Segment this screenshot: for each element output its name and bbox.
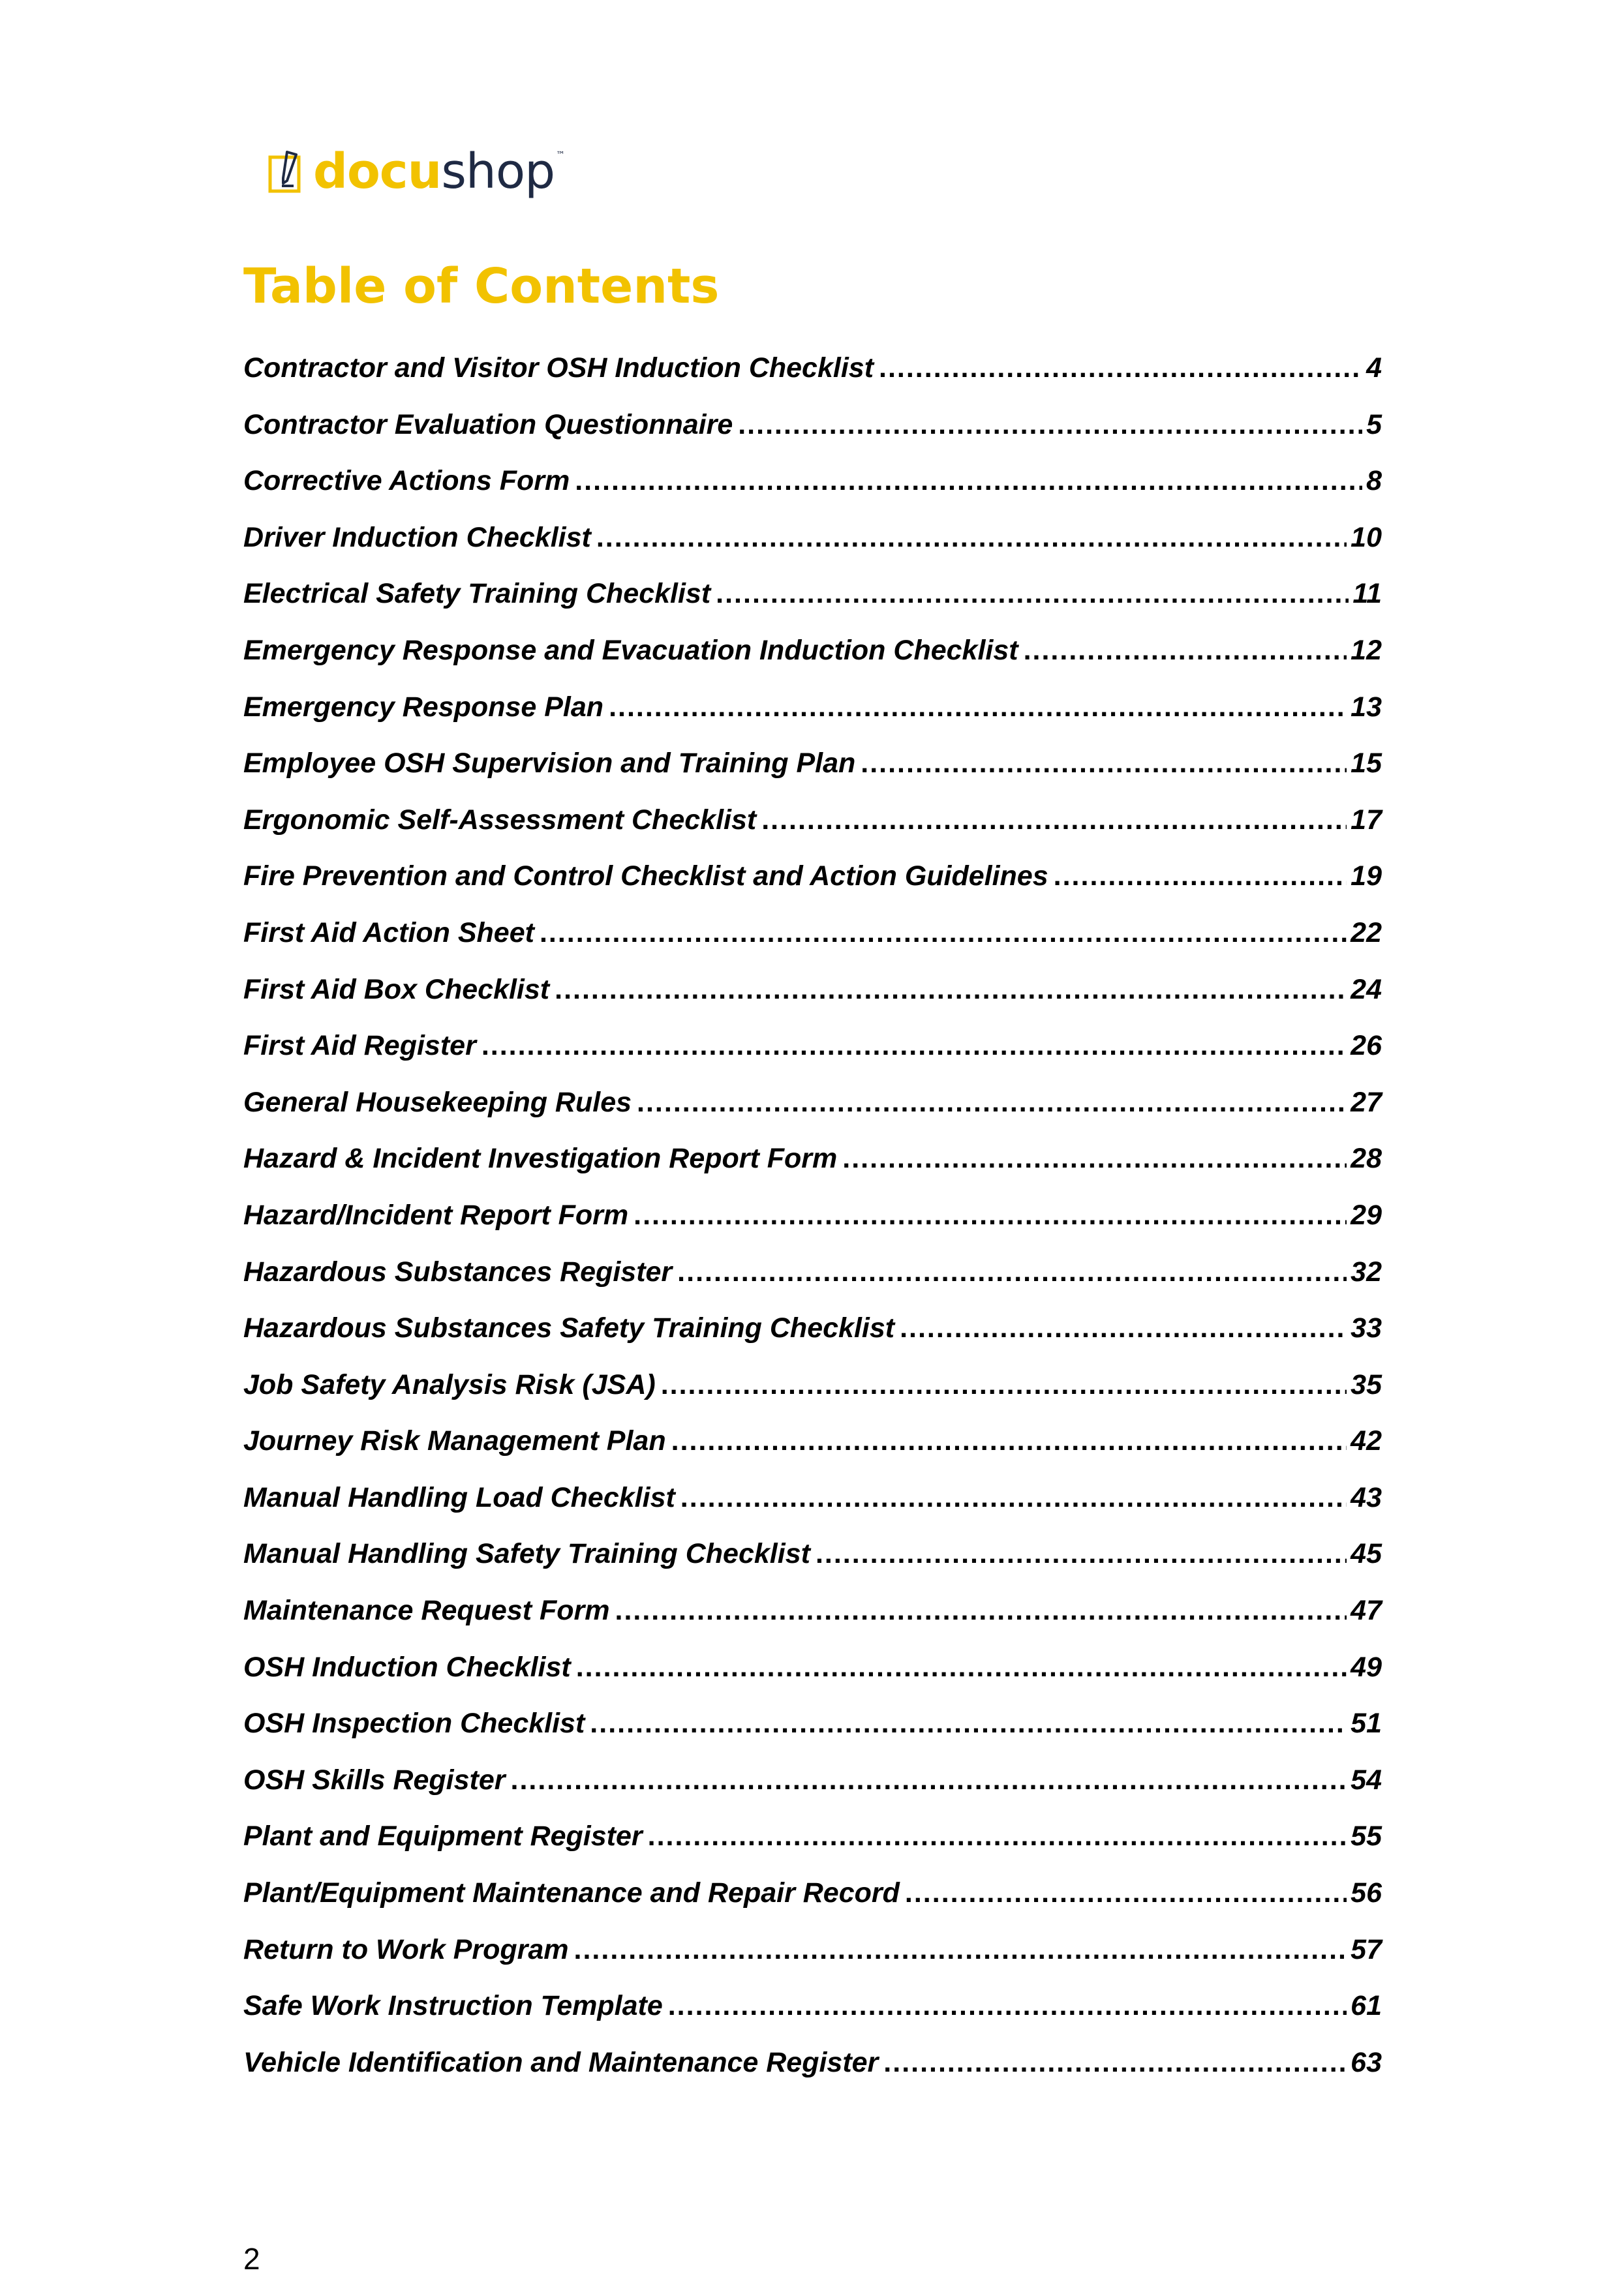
toc-entry-page: 45 bbox=[1351, 1538, 1382, 1570]
toc-dot-leader bbox=[590, 1708, 1347, 1740]
toc-entry-page: 49 bbox=[1351, 1651, 1382, 1683]
logo-wordmark bbox=[313, 144, 565, 200]
toc-entry-page: 11 bbox=[1352, 578, 1382, 610]
toc-dot-leader bbox=[661, 1369, 1347, 1401]
toc-entry-label: Corrective Actions Form bbox=[243, 465, 570, 497]
toc-entry-label: Electrical Safety Training Checklist bbox=[243, 578, 711, 610]
toc-entry[interactable] bbox=[243, 1538, 1382, 1595]
toc-entry-page: 51 bbox=[1351, 1708, 1382, 1740]
toc-entry-label: First Aid Register bbox=[243, 1030, 476, 1062]
toc-entry[interactable] bbox=[243, 578, 1382, 635]
toc-entry-label: Fire Prevention and Control Checklist and Action Guidelines bbox=[243, 860, 1048, 892]
toc-entry-page: 29 bbox=[1351, 1199, 1382, 1231]
page-number: 2 bbox=[243, 2242, 260, 2276]
toc-entry[interactable] bbox=[243, 465, 1382, 522]
toc-entry-page: 55 bbox=[1351, 1820, 1382, 1852]
toc-entry[interactable] bbox=[243, 1652, 1382, 1708]
toc-dot-leader bbox=[761, 804, 1347, 836]
toc-entry[interactable] bbox=[243, 635, 1382, 691]
toc-entry[interactable] bbox=[243, 1708, 1382, 1764]
toc-entry-label: Ergonomic Self-Assessment Checklist bbox=[243, 804, 757, 836]
toc-entry-page: 47 bbox=[1351, 1595, 1382, 1627]
toc-entry-page: 17 bbox=[1351, 804, 1382, 836]
toc-dot-leader bbox=[680, 1482, 1347, 1514]
toc-entry-page: 63 bbox=[1351, 2046, 1382, 2078]
toc-dot-leader bbox=[1024, 635, 1347, 667]
toc-entry-label: General Housekeeping Rules bbox=[243, 1086, 632, 1118]
toc-entry-page: 32 bbox=[1351, 1256, 1382, 1288]
toc-entry[interactable] bbox=[243, 1877, 1382, 1934]
toc-entry[interactable] bbox=[243, 1764, 1382, 1821]
toc-entry-label: Hazardous Substances Safety Training Checklist bbox=[243, 1312, 895, 1344]
toc-entry-label: OSH Skills Register bbox=[243, 1764, 506, 1796]
logo-wordmark-rest: shop bbox=[441, 144, 555, 200]
toc-entry-page: 28 bbox=[1351, 1143, 1382, 1175]
toc-dot-leader bbox=[816, 1538, 1347, 1570]
toc-entry-label: Journey Risk Management Plan bbox=[243, 1425, 666, 1457]
toc-entry-label: Hazard & Incident Investigation Report Form bbox=[243, 1143, 838, 1175]
logo-trademark: ™ bbox=[556, 150, 565, 160]
toc-entry-label: Emergency Response and Evacuation Induction Checklist bbox=[243, 634, 1018, 666]
toc-dot-leader bbox=[615, 1595, 1347, 1627]
toc-entry[interactable] bbox=[243, 1934, 1382, 1991]
toc-entry[interactable] bbox=[243, 1030, 1382, 1087]
toc-entry-label: Plant/Equipment Maintenance and Repair Record bbox=[243, 1877, 900, 1909]
toc-entry-page: 42 bbox=[1351, 1425, 1382, 1457]
toc-entry[interactable] bbox=[243, 522, 1382, 579]
toc-entry-label: Maintenance Request Form bbox=[243, 1595, 610, 1627]
toc-dot-leader bbox=[609, 691, 1347, 723]
toc-dot-leader bbox=[905, 1877, 1347, 1909]
toc-entry-label: Manual Handling Load Checklist bbox=[243, 1481, 675, 1513]
toc-entry-label: Emergency Response Plan bbox=[243, 691, 604, 723]
toc-entry-label: Return to Work Program bbox=[243, 1933, 569, 1965]
toc-entry-label: Plant and Equipment Register bbox=[243, 1820, 643, 1852]
toc-dot-leader bbox=[738, 409, 1362, 441]
toc-dot-leader bbox=[575, 465, 1362, 497]
pencil-document-icon bbox=[267, 148, 307, 195]
toc-dot-leader bbox=[596, 522, 1347, 554]
toc-entry-label: Hazardous Substances Register bbox=[243, 1256, 673, 1288]
toc-entry[interactable] bbox=[243, 1990, 1382, 2047]
toc-entry-label: First Aid Action Sheet bbox=[243, 916, 534, 948]
toc-dot-leader bbox=[861, 748, 1347, 779]
toc-entry[interactable] bbox=[243, 1369, 1382, 1426]
toc-dot-leader bbox=[671, 1425, 1347, 1457]
toc-entry-page: 43 bbox=[1351, 1481, 1382, 1513]
toc-dot-leader bbox=[842, 1143, 1347, 1175]
toc-entry-label: First Aid Box Checklist bbox=[243, 973, 550, 1005]
toc-entry-page: 24 bbox=[1351, 973, 1382, 1005]
toc-entry[interactable] bbox=[243, 1595, 1382, 1652]
toc-entry[interactable] bbox=[243, 860, 1382, 917]
toc-entry[interactable] bbox=[243, 352, 1382, 409]
toc-dot-leader bbox=[576, 1652, 1347, 1684]
toc-entry-page: 15 bbox=[1351, 748, 1382, 779]
toc-dot-leader bbox=[481, 1030, 1347, 1062]
toc-entry-page: 22 bbox=[1351, 916, 1382, 948]
toc-dot-leader bbox=[883, 2047, 1347, 2079]
toc-entry-page: 33 bbox=[1351, 1312, 1382, 1344]
toc-entry-page: 56 bbox=[1351, 1877, 1382, 1909]
toc-dot-leader bbox=[1054, 860, 1347, 892]
toc-dot-leader bbox=[668, 1990, 1347, 2022]
toc-entry-label: Contractor Evaluation Questionnaire bbox=[243, 408, 733, 440]
toc-dot-leader bbox=[677, 1256, 1347, 1288]
toc-entry-label: Hazard/Incident Report Form bbox=[243, 1199, 629, 1231]
toc-entry-page: 26 bbox=[1351, 1030, 1382, 1062]
toc-dot-leader bbox=[716, 578, 1349, 610]
toc-entry[interactable] bbox=[243, 1200, 1382, 1256]
toc-entry[interactable] bbox=[243, 804, 1382, 861]
toc-entry[interactable] bbox=[243, 1820, 1382, 1877]
toc-dot-leader bbox=[574, 1934, 1347, 1966]
logo-wordmark-accent: docu bbox=[313, 144, 442, 200]
toc-entry[interactable] bbox=[243, 1312, 1382, 1369]
toc-entry-label: Manual Handling Safety Training Checklist bbox=[243, 1538, 810, 1570]
toc-entry[interactable] bbox=[243, 691, 1382, 748]
toc-entry-page: 10 bbox=[1351, 521, 1382, 553]
toc-entry[interactable] bbox=[243, 1256, 1382, 1313]
toc-entry[interactable] bbox=[243, 1087, 1382, 1143]
toc-entry-page: 19 bbox=[1351, 860, 1382, 892]
toc-dot-leader bbox=[648, 1820, 1347, 1852]
toc-entry-label: OSH Inspection Checklist bbox=[243, 1708, 585, 1740]
toc-entry-label: Driver Induction Checklist bbox=[243, 521, 591, 553]
toc-entry[interactable] bbox=[243, 974, 1382, 1031]
toc-entry-page: 61 bbox=[1351, 1990, 1382, 2022]
toc-entry-label: OSH Induction Checklist bbox=[243, 1651, 571, 1683]
toc-entry-page: 5 bbox=[1366, 408, 1382, 440]
toc-entry-page: 8 bbox=[1366, 465, 1382, 497]
toc-entry-label: Employee OSH Supervision and Training Plan bbox=[243, 748, 856, 779]
toc-entry-page: 12 bbox=[1351, 634, 1382, 666]
toc-dot-leader bbox=[511, 1764, 1347, 1796]
toc-entry-page: 27 bbox=[1351, 1086, 1382, 1118]
docushop-logo bbox=[267, 142, 564, 201]
toc-dot-leader bbox=[879, 352, 1362, 384]
toc-entry[interactable] bbox=[243, 2047, 1382, 2104]
toc-entry-page: 54 bbox=[1351, 1764, 1382, 1796]
toc-title: Table of Contents bbox=[243, 258, 720, 314]
toc-entry-label: Contractor and Visitor OSH Induction Checklist bbox=[243, 352, 874, 384]
toc-entry[interactable] bbox=[243, 917, 1382, 974]
toc-entry[interactable] bbox=[243, 1143, 1382, 1200]
toc-entry-page: 4 bbox=[1366, 352, 1382, 384]
toc-entry[interactable] bbox=[243, 1482, 1382, 1539]
toc-dot-leader bbox=[555, 974, 1347, 1006]
toc-entry-page: 35 bbox=[1351, 1368, 1382, 1400]
toc-dot-leader bbox=[900, 1312, 1347, 1344]
toc-list bbox=[243, 352, 1382, 2103]
toc-dot-leader bbox=[540, 917, 1347, 949]
toc-entry-label: Vehicle Identification and Maintenance Register bbox=[243, 2046, 879, 2078]
toc-entry[interactable] bbox=[243, 1425, 1382, 1482]
toc-entry-label: Safe Work Instruction Template bbox=[243, 1990, 663, 2022]
toc-entry[interactable] bbox=[243, 748, 1382, 804]
toc-dot-leader bbox=[633, 1200, 1347, 1231]
toc-dot-leader bbox=[637, 1087, 1347, 1119]
toc-entry-label: Job Safety Analysis Risk (JSA) bbox=[243, 1368, 656, 1400]
toc-entry-page: 13 bbox=[1351, 691, 1382, 723]
toc-entry[interactable] bbox=[243, 409, 1382, 466]
toc-entry-page: 57 bbox=[1351, 1933, 1382, 1965]
